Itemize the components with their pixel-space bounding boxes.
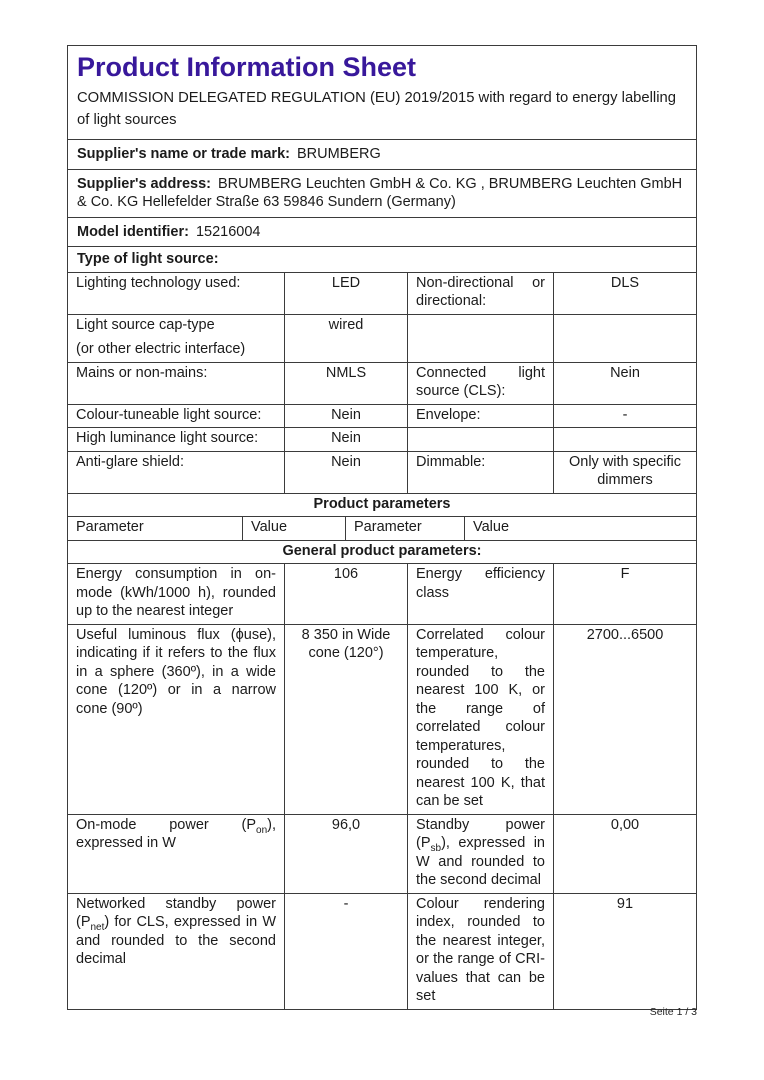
- table-row: [68, 404, 696, 428]
- parameter-cell: Energy consumption in on-mode (kWh/1000 h), rounded up to the nearest integer: [76, 566, 276, 619]
- supplier-address-label: Supplier's address:: [77, 175, 211, 192]
- parameter-cell: Networked standby power $(P_{net})$ for CLS, expressed in W and rounded to the second decimal: [76, 895, 276, 967]
- supplier-name-label: Supplier's name or trade mark:: [77, 146, 290, 162]
- parameter-cell: On-mode power $(P_{on})$, expressed in W: [76, 816, 276, 851]
- parameter-cell: Mains or non-mains:: [76, 364, 208, 381]
- table-row: [68, 314, 696, 362]
- value-cell: -: [553, 405, 696, 428]
- value-cell: DLS: [553, 273, 696, 314]
- type-of-light-source-table: [68, 272, 696, 493]
- title-block: [68, 46, 696, 139]
- table-row: [68, 814, 696, 893]
- supplier-address-value: BRUMBERG Leuchten GmbH & Co. KG , BRUMBERG Leuchten GmbH & Co. KG Hellefelder Straße 63 59846 Sundern (Germany): [77, 175, 683, 210]
- parameter-cell: Dimmable:: [407, 452, 553, 493]
- parameter-cell: Anti-glare shield:: [76, 453, 184, 470]
- value-cell: 0,00: [553, 815, 696, 893]
- parameter-cell: High luminance light source:: [76, 430, 259, 446]
- table-row: [68, 272, 696, 314]
- parameter-cell: Light source cap-type (or other electric interface): [76, 316, 246, 357]
- value-cell: 2700...6500: [553, 625, 696, 814]
- type-of-light-source-heading: Type of light source:: [68, 246, 696, 272]
- model-identifier-value: 15216004: [195, 223, 261, 240]
- product-parameters-heading: Product parameters: [68, 493, 696, 517]
- value-cell: 8 350 in Wide cone (120°): [284, 625, 407, 814]
- table-row: [68, 362, 696, 404]
- value-cell: [553, 315, 696, 362]
- value-cell: LED: [284, 273, 407, 314]
- column-header-parameter: Parameter: [76, 519, 144, 535]
- value-cell: Nein: [284, 405, 407, 428]
- model-identifier-row: [68, 217, 696, 247]
- table-row: [68, 893, 696, 1009]
- parameter-cell: Standby power $(P_{sb})$, expressed in W and rounded to the second decimal: [407, 815, 553, 893]
- page-number: Seite 1 / 3: [649, 1006, 697, 1018]
- value-cell: 96,0: [284, 815, 407, 893]
- value-cell: Nein: [553, 363, 696, 404]
- parameter-cell: Colour-tuneable light source:: [76, 406, 262, 423]
- parameter-cell: [407, 315, 553, 362]
- product-information-sheet: [67, 45, 697, 1010]
- value-cell: 106: [284, 564, 407, 624]
- column-header-value: Value: [464, 517, 696, 540]
- value-cell: [553, 428, 696, 451]
- value-cell: Only with specific dimmers: [553, 452, 696, 493]
- parameter-cell: [407, 428, 553, 451]
- column-header-parameter: Parameter: [345, 517, 464, 540]
- parameters-header-row: [68, 516, 696, 540]
- parameter-cell: Correlated colour temperature, rounded to the nearest 100 K, or the range of correlated colour temperatures, rounded to the nearest 100 K, that can be set: [407, 625, 553, 814]
- value-cell: wired: [284, 315, 407, 362]
- parameter-cell: Energy efficiency class: [407, 564, 553, 624]
- supplier-name-row: [68, 139, 696, 169]
- parameter-cell: Non-directional or directional:: [407, 273, 553, 314]
- table-row: [68, 451, 696, 493]
- value-cell: NMLS: [284, 363, 407, 404]
- value-cell: Nein: [284, 452, 407, 493]
- general-product-parameters-table: [68, 563, 696, 1009]
- page-title: Product Information Sheet: [77, 52, 417, 82]
- general-product-parameters-heading: General product parameters:: [68, 540, 696, 564]
- parameter-cell: Colour rendering index, rounded to the nearest integer, or the range of CRI-values that can be set: [407, 894, 553, 1009]
- value-cell: -: [284, 894, 407, 1009]
- value-cell: 91: [553, 894, 696, 1009]
- parameter-cell: Envelope:: [407, 405, 553, 428]
- value-cell: F: [553, 564, 696, 624]
- model-identifier-label: Model identifier:: [77, 223, 189, 240]
- column-header-value: Value: [242, 517, 345, 540]
- supplier-address-row: [68, 169, 696, 217]
- table-row: [68, 624, 696, 814]
- table-row: [68, 563, 696, 624]
- parameter-cell: Useful luminous flux (ϕuse), indicating if it refers to the flux in a sphere (360º), in a wide cone (120º) or in a narrow cone (90º): [76, 626, 276, 717]
- parameter-cell: Connected light source (CLS):: [407, 363, 553, 404]
- parameter-cell: Lighting technology used:: [76, 274, 241, 291]
- regulation-text: COMMISSION DELEGATED REGULATION (EU) 2019/2015 with regard to energy labelling of light sources: [77, 90, 676, 128]
- supplier-name-value: BRUMBERG: [296, 146, 381, 162]
- value-cell: Nein: [284, 428, 407, 451]
- table-row: [68, 427, 696, 451]
